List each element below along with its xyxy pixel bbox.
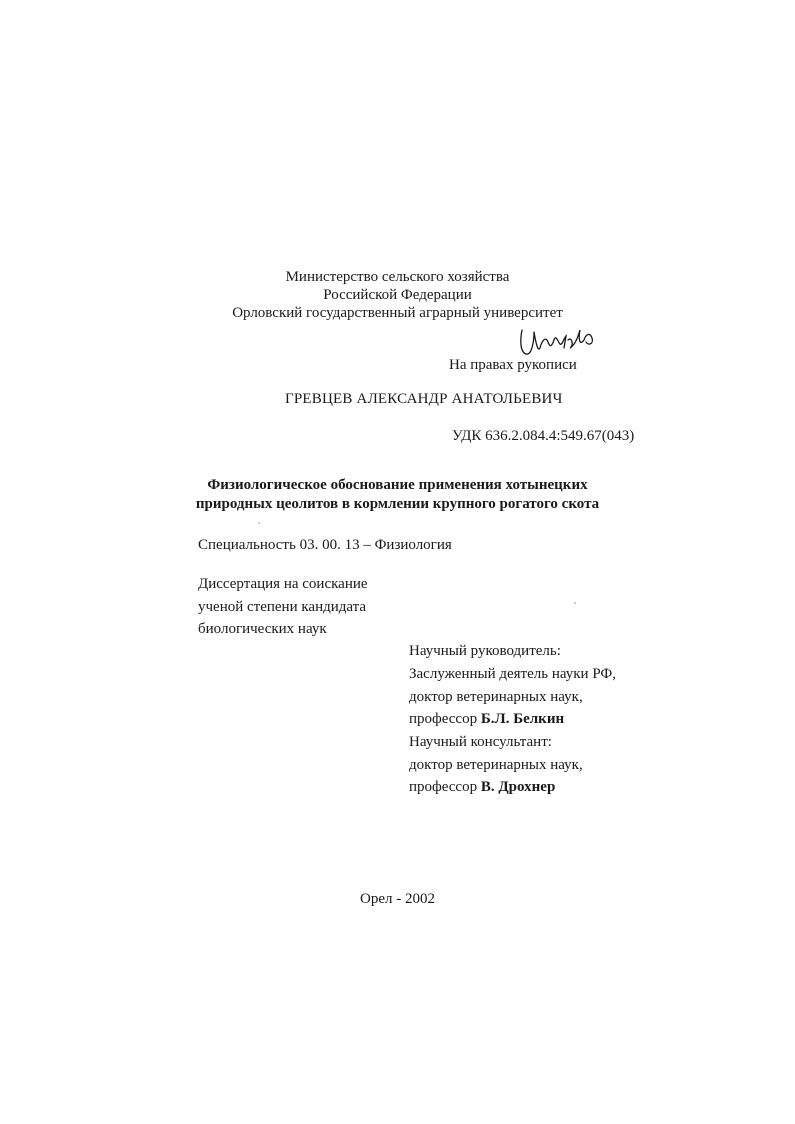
university-line: Орловский государственный аграрный университет (232, 305, 563, 321)
dissertation-title-line-2: природных цеолитов в кормлении крупного рогатого скота (195, 496, 600, 512)
city-year: Орел - 2002 (360, 891, 435, 907)
advisor-name-line (409, 710, 564, 728)
dissertation-line-1: Диссертация на соискание (198, 576, 368, 592)
scan-speck (574, 602, 576, 604)
consultant-title-1: доктор ветеринарных наук, (409, 757, 583, 773)
manuscript-rights: На правах рукописи (449, 357, 577, 373)
udc-code: УДК 636.2.084.4:549.67(043) (452, 428, 635, 444)
author-name: ГРЕВЦЕВ АЛЕКСАНДР АНАТОЛЬЕВИЧ (285, 391, 563, 407)
dissertation-line-2: ученой степени кандидата (198, 599, 367, 615)
advisor-title-1: Заслуженный деятель науки РФ, (409, 666, 617, 682)
consultant-prefix: профессор (409, 779, 478, 795)
consultant-name: В. Дрохнер (480, 779, 556, 795)
advisor-heading: Научный руководитель: (409, 643, 561, 659)
dissertation-title-line-1: Физиологическое обоснование применения хотынецких (207, 477, 588, 493)
federation-line: Российской Федерации (323, 287, 472, 303)
dissertation-line-3: биологических наук (198, 621, 327, 637)
specialty: Специальность 03. 00. 13 – Физиология (198, 537, 452, 553)
advisor-name: Б.Л. Белкин (480, 711, 565, 727)
ministry-line: Министерство сельского хозяйства (285, 269, 510, 285)
consultant-heading: Научный консультант: (409, 734, 552, 750)
advisor-prefix: профессор (409, 711, 478, 727)
advisor-title-2: доктор ветеринарных наук, (409, 689, 583, 705)
consultant-name-line (409, 778, 555, 796)
scan-speck (258, 522, 260, 524)
